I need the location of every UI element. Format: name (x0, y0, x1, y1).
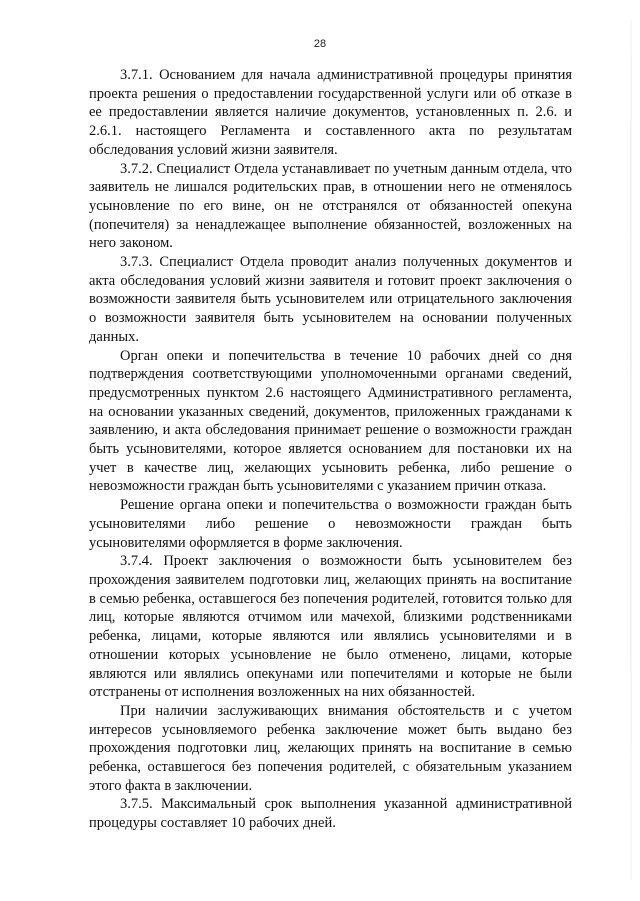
paragraph-guardianship-decision: Орган опеки и попечительства в течение 10 рабочих дней со дня подтверждения соответствующими уполномоченными органами сведений, предусмотренных пунктом 2.6 настоящего Административного регламента, на основании указанных сведений, документов, приложенных гражданами к заявлению, и акта обследования принимает решение о возможности граждан быть усыновителями, которое является основанием для постановки их на учет в качестве лиц, желающих усыновить ребенка, либо решение о невозможности граждан быть усыновителями с указанием причин отказа. (89, 347, 572, 495)
page-number: 28 (313, 38, 327, 50)
paragraph-3-7-5: 3.7.5. Максимальный срок выполнения указанной административной процедуры составляет 10 рабочих дней. (89, 796, 572, 832)
paragraph-3-7-2: 3.7.2. Специалист Отдела устанавливает по учетным данным отдела, что заявитель не лишался родительских прав, в отношении него не отменялось усыновление по его вине, он не отстранялся от обязанностей опекуна (попечителя) за ненадлежащее выполнение обязанностей, возложенных на него законом. (89, 160, 572, 252)
paragraph-3-7-3: 3.7.3. Специалист Отдела проводит анализ полученных документов и акта обследования условий жизни заявителя и готовит проект заключения о возможности заявителя быть усыновителем или отрицательного заключения о возможности заявителя быть усыновителем на основании полученных данных. (89, 254, 572, 345)
scan-edge-shadow (630, 20, 632, 880)
paragraph-3-7-4: 3.7.4. Проект заключения о возможности быть усыновителем без прохождения заявителем подготовки лиц, желающих принять на воспитание в семью ребенка, оставшегося без попечения родителей, готовится только для лиц, которые являются отчимом или мачехой, близкими родственниками ребенка, лицами, которые являются или являлись усыновителями и в отношении которых усыновление не было отменено, лицами, которые являются или являлись опекунами или попечителями и которые не были отстранены от исполнения возложенных на них обязанностей. (89, 553, 572, 701)
document-body (89, 66, 572, 833)
paragraph-circumstances: При наличии заслуживающих внимания обстоятельств и с учетом интересов усыновляемого ребенка заключение может быть выдано без прохождения подготовки лиц, желающих принять на воспитание в семью ребенка, оставшегося без попечения родителей, с обязательным указанием этого факта в заключении. (89, 702, 572, 794)
paragraph-decision-form: Решение органа опеки и попечительства о возможности граждан быть усыновителями либо решение о невозможности граждан быть усыновителями оформляется в форме заключения. (89, 497, 572, 551)
paragraph-3-7-1: 3.7.1. Основанием для начала административной процедуры принятия проекта решения о предоставлении государственной услуги или об отказе в ее предоставлении является наличие документов, установленных п. 2.6. и 2.6.1. настоящего Регламента и составленного акта по результатам обследования условий жизни заявителя. (89, 67, 572, 158)
